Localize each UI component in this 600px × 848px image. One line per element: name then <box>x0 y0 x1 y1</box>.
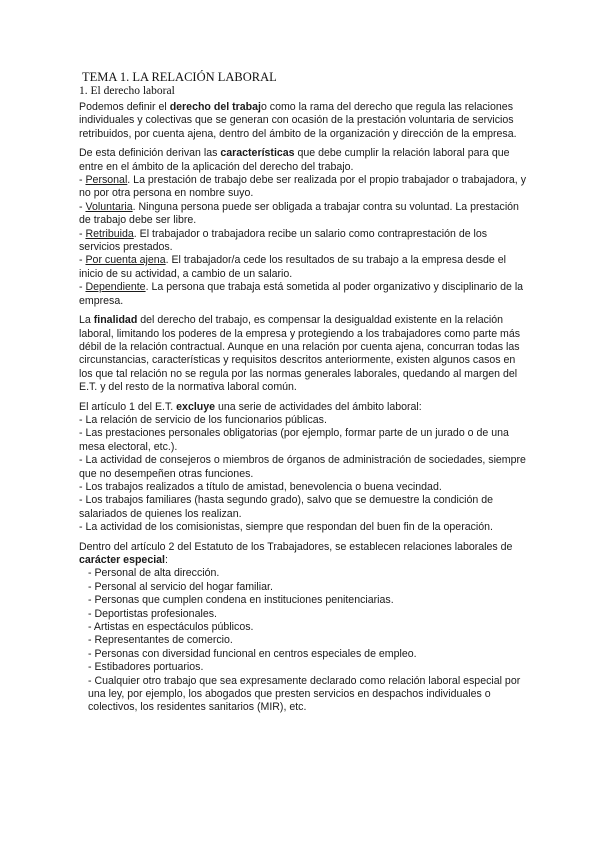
special-relations-list <box>79 567 527 714</box>
underlined-term: Voluntaria <box>85 200 133 213</box>
underlined-term: Por cuenta ajena <box>85 254 166 267</box>
list-item: - Retribuida. El trabajador o trabajadora recibe un salario como contraprestación de los servicios prestados. <box>79 227 488 254</box>
list-item: - Los trabajos familiares (hasta segundo grado), salvo que se demuestre la condición de salariados de quienes los realizan. <box>79 494 493 520</box>
list-item: - Personas con diversidad funcional en centros especiales de empleo. <box>88 647 417 660</box>
list-item: - Personal. La prestación de trabajo debe ser realizada por el propio trabajador o trabajadora, y no por otra persona en nombre suyo. <box>79 174 526 200</box>
list-item: - Personal al servicio del hogar familiar. <box>88 580 273 593</box>
document-title: TEMA 1. LA RELACIÓN LABORAL <box>82 70 277 84</box>
list-item: - Dependiente. La persona que trabaja está sometida al poder organizativo y disciplinario de la empresa. <box>79 281 524 307</box>
list-item: - Deportistas profesionales. <box>88 607 217 620</box>
paragraph-special-intro: Dentro del artículo 2 del Estatuto de los Trabajadores, se establecen relaciones laborales de carácter especial: <box>79 540 513 566</box>
list-item: - Representantes de comercio. <box>88 634 233 647</box>
list-item: - Cualquier otro trabajo que sea expresamente declarado como relación laboral especial por una ley, por ejemplo, los abogados que presten servicios en despachos individuales o colectivos, los residentes sanitarios (MIR), etc. <box>88 674 521 714</box>
list-item: - Los trabajos realizados a título de amistad, benevolencia o buena vecindad. <box>79 480 442 493</box>
bold-term: excluye <box>176 400 216 413</box>
underlined-term: Personal <box>85 174 128 187</box>
paragraph-characteristics-intro: De esta definición derivan las características que debe cumplir la relación laboral para que entre en el ámbito de la aplicación del derecho del trabajo. <box>79 147 510 173</box>
bold-term: características <box>220 147 295 160</box>
document-body <box>79 101 527 715</box>
list-item: - Voluntaria. Ninguna persona puede ser obligada a trabajar contra su voluntad. La prestación de trabajo debe ser libre. <box>79 200 519 227</box>
section-heading: 1. El derecho laboral <box>79 85 175 97</box>
list-item: - Personas que cumplen condena en instituciones penitenciarias. <box>88 594 394 607</box>
underlined-term: Dependiente <box>85 281 146 294</box>
list-item: - La actividad de consejeros o miembros de órganos de administración de sociedades, siempre que no desempeñen otras funciones. <box>79 454 526 480</box>
list-item: - Por cuenta ajena. El trabajador/a cede los resultados de su trabajo a la empresa desde el inicio de su actividad, a cambio de un salario. <box>79 254 506 280</box>
list-item: - La actividad de los comisionistas, siempre que respondan del buen fin de la operación. <box>79 521 493 534</box>
underlined-term: Retribuida <box>85 227 134 240</box>
bold-term: finalidad <box>93 314 138 327</box>
paragraph-finalidad: La finalidad del derecho del trabajo, es compensar la desigualdad existente en la relación laboral, limitando los poderes de la empresa y protegiendo a los trabajadores como parte más débil de la relación contractual. Aunque en una relación por cuenta ajena, concurran todas las circunstancias, características y requisitos descritos anteriormente, existen algunos casos en los que tal relación no se regula por las normas generales laborales, quedando al margen del E.T. y del resto de la normativa laboral común. <box>79 314 521 394</box>
exclusions-list <box>79 414 527 535</box>
list-item: - Personal de alta dirección. <box>88 567 220 580</box>
bold-term: derecho del trabaj <box>169 101 261 113</box>
list-item: - Estibadores portuarios. <box>88 661 204 674</box>
list-item: - Artistas en espectáculos públicos. <box>88 621 254 634</box>
paragraph-exclusions-intro: El artículo 1 del E.T. excluye una serie de actividades del ámbito laboral: <box>79 400 422 413</box>
list-item: - La relación de servicio de los funcionarios públicas. <box>79 413 327 426</box>
characteristics-list <box>79 174 527 308</box>
paragraph-definition: Podemos definir el derecho del trabajo como la rama del derecho que regula las relaciones individuales y colectivas que se generan con ocasión de la prestación voluntaria de servicios retribuidos, por cuenta ajena, dentro del ámbito de la organización y dirección de la empresa. <box>79 101 517 140</box>
bold-term: carácter especial <box>79 554 165 566</box>
list-item: - Las prestaciones personales obligatorias (por ejemplo, formar parte de un jurado o de una mesa electoral, etc.). <box>79 427 509 453</box>
